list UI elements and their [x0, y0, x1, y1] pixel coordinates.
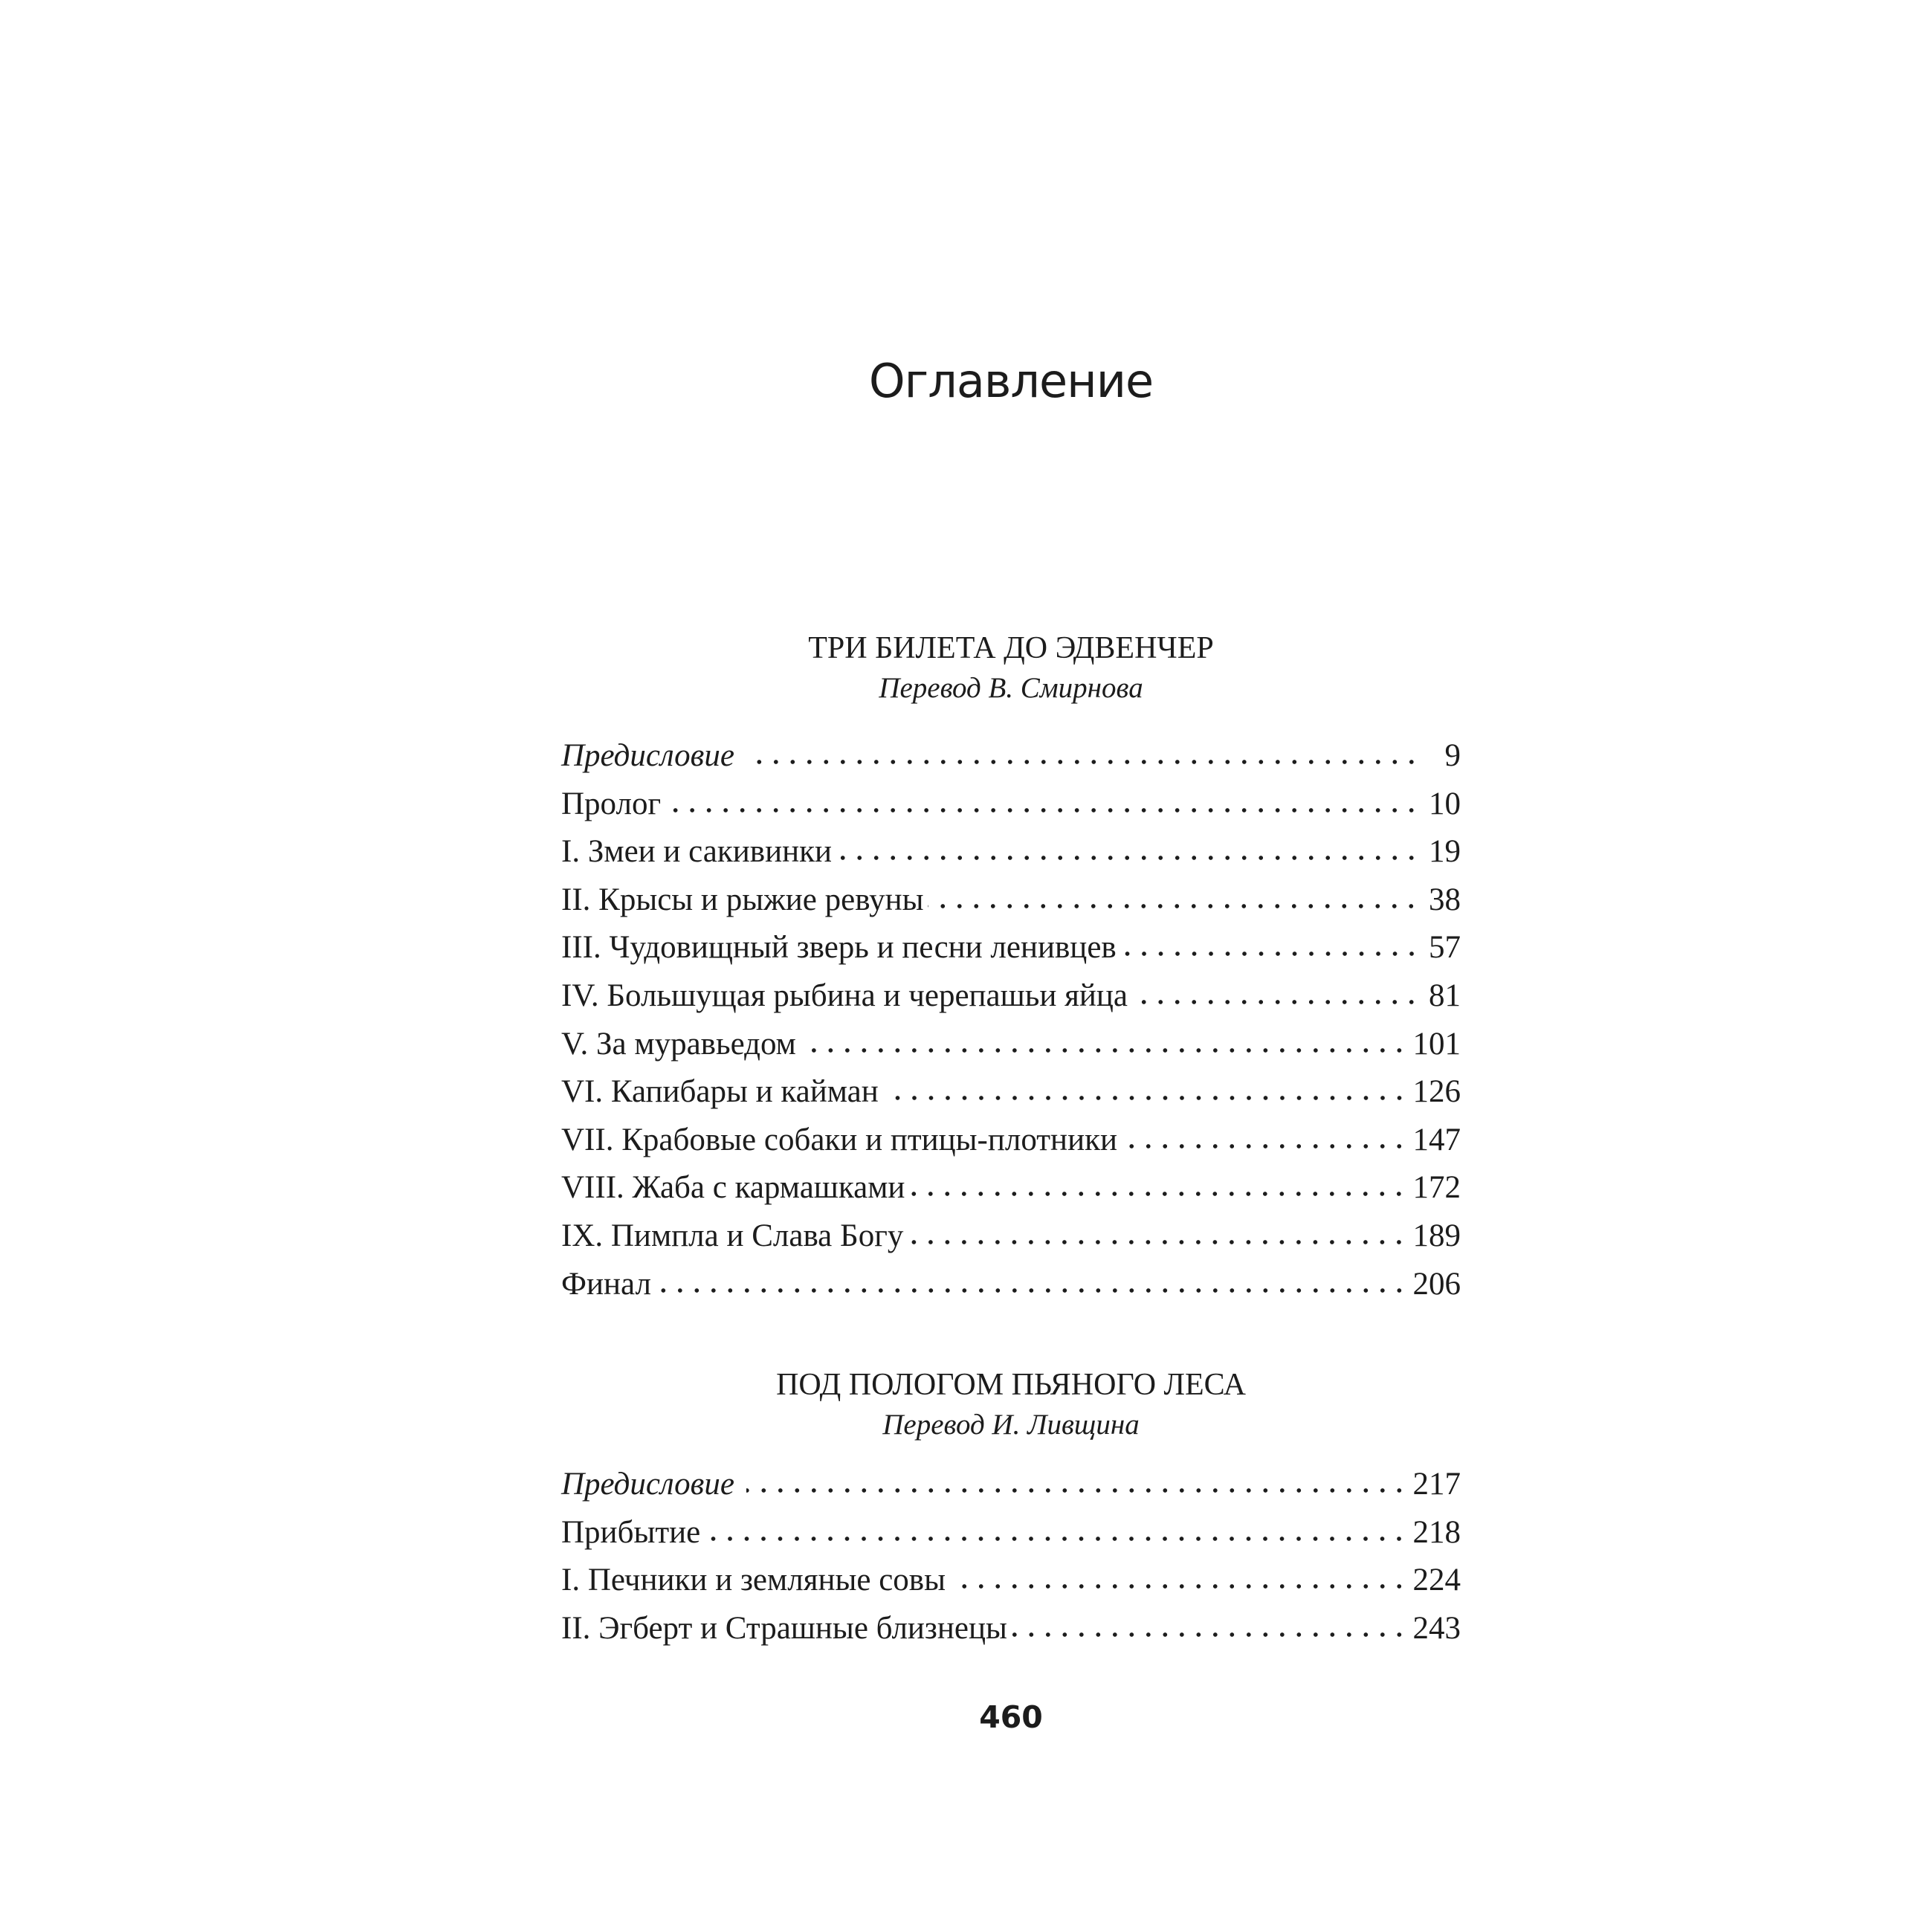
dot-leader	[746, 758, 1421, 766]
entry-page: 81	[1429, 978, 1461, 1013]
entry-title: V. За муравьедом	[561, 1026, 796, 1062]
entry-page: 218	[1412, 1514, 1461, 1550]
toc-entry[interactable]	[561, 972, 1461, 1021]
section-translator: Перевод И. Ливщина	[882, 1409, 1140, 1441]
entry-title: Предисловие	[561, 738, 734, 773]
dot-leader	[665, 807, 1421, 814]
toc-section-1	[561, 628, 1461, 708]
entry-title: II. Эгберт и Страшные близнецы	[561, 1610, 1007, 1646]
entry-page: 10	[1429, 786, 1461, 821]
toc-entry[interactable]	[561, 1605, 1461, 1653]
dot-leader	[1122, 1143, 1409, 1150]
dot-leader	[883, 1094, 1409, 1102]
page-title: Оглавление	[868, 354, 1154, 408]
dot-leader	[1121, 950, 1421, 957]
section-heading: ПОД ПОЛОГОМ ПЬЯНОГО ЛЕСА	[776, 1368, 1246, 1402]
toc-entry[interactable]	[561, 1164, 1461, 1212]
dot-leader	[1012, 1631, 1409, 1638]
entry-page: 243	[1412, 1610, 1461, 1646]
toc-list-2	[561, 1461, 1461, 1652]
entry-page: 147	[1412, 1122, 1461, 1157]
entry-title: VIII. Жаба с кармашками	[561, 1170, 905, 1206]
toc-entry[interactable]	[561, 781, 1461, 829]
entry-page: 126	[1412, 1074, 1461, 1110]
entry-page: 189	[1412, 1218, 1461, 1253]
dot-leader	[801, 1047, 1409, 1054]
entry-page: 101	[1412, 1026, 1461, 1062]
dot-leader	[1132, 998, 1421, 1006]
dot-leader	[909, 1190, 1408, 1198]
entry-title: VI. Капибары и кайман	[561, 1074, 879, 1110]
toc-entry[interactable]	[561, 876, 1461, 925]
toc-entry[interactable]	[561, 1068, 1461, 1117]
page-number: 460	[979, 1699, 1043, 1735]
dot-leader	[836, 854, 1421, 862]
entry-title: II. Крысы и рыжие ревуны	[561, 882, 924, 917]
dot-leader	[908, 1238, 1408, 1246]
entry-page: 206	[1412, 1266, 1461, 1302]
dot-leader	[928, 902, 1421, 910]
entry-page: 38	[1429, 882, 1461, 917]
toc-entry[interactable]	[561, 1557, 1461, 1605]
entry-page: 19	[1429, 834, 1461, 870]
entry-page: 224	[1412, 1563, 1461, 1598]
entry-title: III. Чудовищный зверь и песни ленивцев	[561, 930, 1117, 966]
toc-entry[interactable]	[561, 1261, 1461, 1309]
dot-leader	[746, 1487, 1409, 1494]
entry-title: Прибытие	[561, 1514, 701, 1550]
entry-page: 57	[1429, 930, 1461, 966]
toc-entry[interactable]	[561, 1509, 1461, 1557]
dot-leader	[705, 1535, 1408, 1542]
toc-section-2	[561, 1365, 1461, 1445]
toc-entry[interactable]	[561, 1212, 1461, 1261]
section-heading: ТРИ БИЛЕТА ДО ЭДВЕНЧЕР	[808, 631, 1214, 665]
entry-title: Финал	[561, 1266, 651, 1302]
entry-title: I. Печники и земляные совы	[561, 1563, 946, 1598]
entry-title: Пролог	[561, 786, 662, 821]
toc-entry[interactable]	[561, 732, 1461, 781]
toc-entry[interactable]	[561, 924, 1461, 972]
entry-title: VII. Крабовые собаки и птицы-плотники	[561, 1122, 1117, 1157]
entry-title: IX. Пимпла и Слава Богу	[561, 1218, 904, 1253]
entry-title: I. Змеи и сакивинки	[561, 834, 833, 870]
toc-list-1	[561, 732, 1461, 1308]
dot-leader	[656, 1287, 1409, 1294]
entry-title: IV. Большущая рыбина и черепашьи яйца	[561, 978, 1128, 1013]
toc-entry[interactable]	[561, 828, 1461, 876]
toc-entry[interactable]	[561, 1117, 1461, 1165]
dot-leader	[950, 1583, 1409, 1590]
entry-page: 217	[1412, 1467, 1461, 1502]
entry-title: Предисловие	[561, 1467, 734, 1502]
toc-entry[interactable]	[561, 1021, 1461, 1069]
section-translator: Перевод В. Смирнова	[879, 672, 1143, 704]
entry-page: 9	[1444, 738, 1461, 773]
entry-page: 172	[1412, 1170, 1461, 1206]
toc-entry[interactable]	[561, 1461, 1461, 1509]
